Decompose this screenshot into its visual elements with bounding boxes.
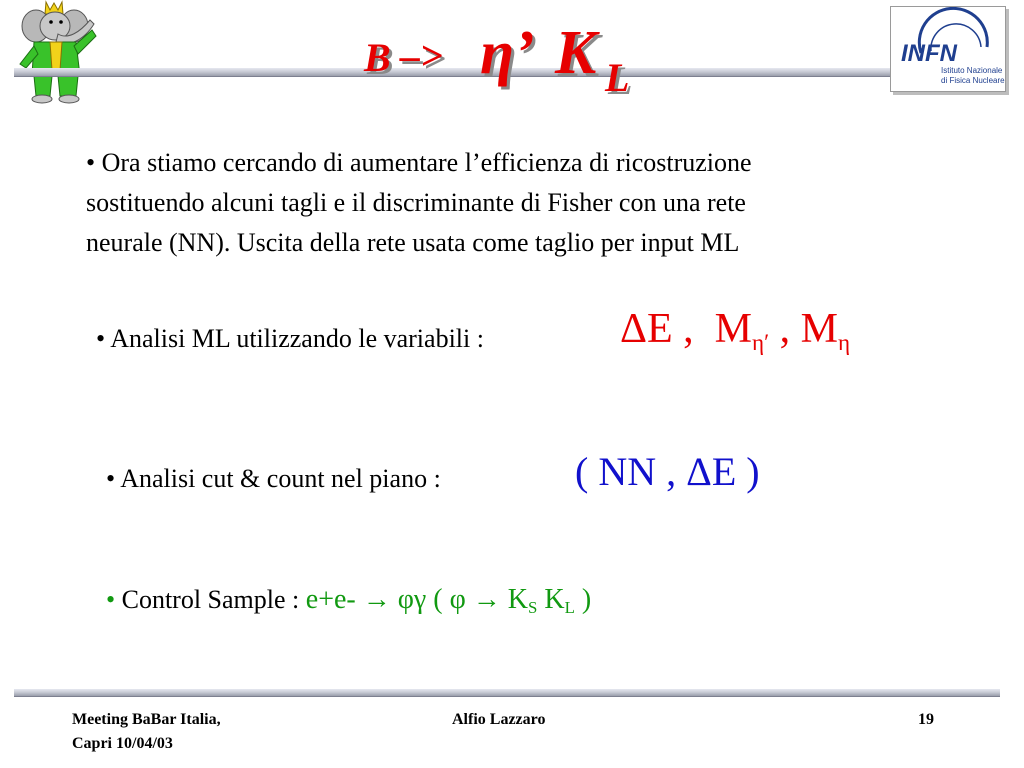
infn-line1: Istituto Nazionale xyxy=(941,66,1003,75)
kl-variable: K xyxy=(537,584,565,615)
bullet-dot: • xyxy=(86,148,96,177)
bullet-line xyxy=(86,143,986,183)
bullet-cut-count xyxy=(106,459,441,499)
bullet-dot: • xyxy=(106,464,116,493)
infn-acronym: INFN xyxy=(901,40,957,67)
footer-divider xyxy=(14,689,1000,697)
footer-meeting-name: Meeting BaBar Italia, xyxy=(72,711,221,728)
control-sample-formula xyxy=(305,584,592,618)
elephant-icon xyxy=(8,0,104,106)
footer-author: Alfio Lazzaro xyxy=(452,711,546,728)
footer-meeting-date: Capri 10/04/03 xyxy=(72,735,173,752)
infn-line2: di Fisica Nucleare xyxy=(941,76,1005,85)
m-eta-prime-variable: M xyxy=(714,306,753,352)
footer-meeting xyxy=(72,708,221,756)
bullet-text: Analisi ML utilizzando le variabili : xyxy=(110,324,484,353)
title-subscript-l: L xyxy=(605,55,630,100)
infn-logo-graphic xyxy=(891,7,1005,91)
title-b: B xyxy=(364,35,391,80)
bullet-text-line-2: sostituendo alcuni tagli e il discriminante di Fisher con una rete xyxy=(86,188,746,217)
delta-e-variable: ΔE , xyxy=(620,306,694,352)
title-arrow: –> xyxy=(400,33,443,78)
kl-subscript: L xyxy=(564,598,575,618)
control-sample-decay: e+e- → φγ ( φ → K xyxy=(305,584,528,615)
bullet-ml-analysis xyxy=(96,319,484,359)
m-eta-variable: M xyxy=(800,306,839,352)
bullet-control-sample xyxy=(106,580,591,628)
bullet-text-line-3: neurale (NN). Uscita della rete usata come taglio per input ML xyxy=(86,228,740,257)
cut-count-plane-formula: ( NN , ΔE ) xyxy=(575,449,760,494)
infn-logo xyxy=(890,6,1006,92)
title-k: K xyxy=(555,19,597,87)
ml-variables-formula xyxy=(620,305,850,356)
bullet-dot: • xyxy=(106,585,116,614)
bullet-text: Analisi cut & count nel piano : xyxy=(120,464,441,493)
formula-separator: , xyxy=(769,306,791,352)
bullet-nn-efficiency xyxy=(86,143,986,263)
footer-page-number: 19 xyxy=(918,711,934,728)
title-eta-prime: η’ xyxy=(480,19,535,87)
bullet-text-line-1: Ora stiamo cercando di aumentare l’efficienza di ricostruzione xyxy=(101,148,752,177)
m-eta-prime-subscript: η′ xyxy=(752,329,770,356)
m-eta-subscript: η xyxy=(838,329,851,356)
slide-title xyxy=(340,12,670,102)
ks-subscript: S xyxy=(528,598,538,618)
bullet-text: Control Sample : xyxy=(121,585,300,614)
formula-close: ) xyxy=(574,584,592,615)
babar-mascot-logo xyxy=(8,0,104,106)
bullet-dot: • xyxy=(96,324,106,353)
